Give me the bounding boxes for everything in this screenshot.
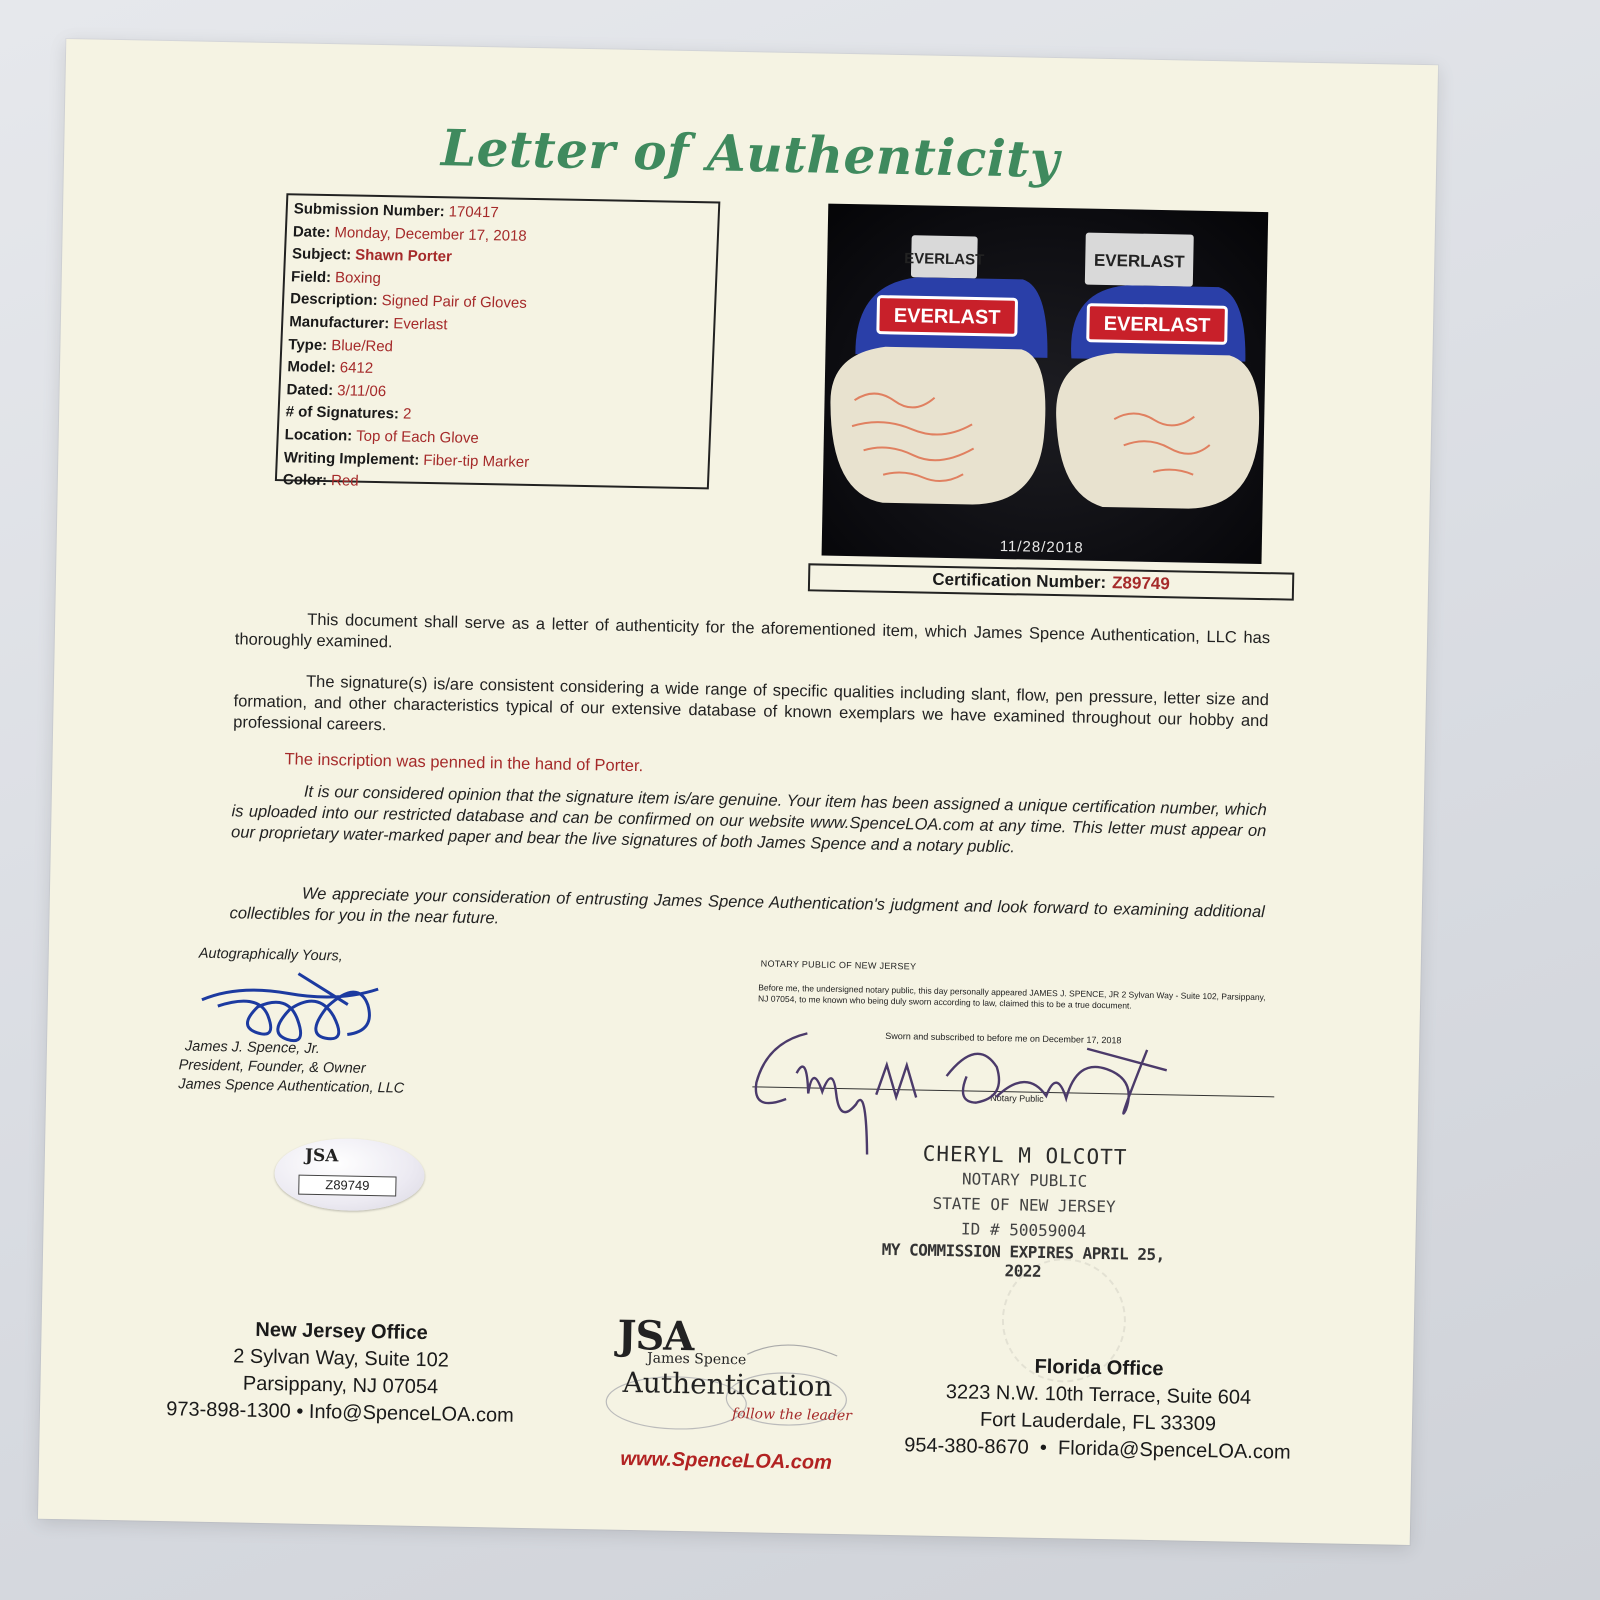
certification-label: Certification Number: <box>932 569 1107 593</box>
detail-value: 2 <box>402 405 412 423</box>
notary-name: CHERYL M OLCOTT <box>922 1141 1128 1170</box>
nj-office-email: Info@SpenceLOA.com <box>308 1400 514 1427</box>
detail-label: Manufacturer: <box>288 313 390 333</box>
signer-name: James J. Spence, Jr. <box>184 1038 321 1058</box>
detail-label: Writing Implement: <box>283 448 420 469</box>
sticker-logo: JSA <box>304 1145 339 1167</box>
nj-office-address1: 2 Sylvan Way, Suite 102 <box>233 1345 450 1372</box>
signer-role: President, Founder, & Owner <box>178 1057 366 1077</box>
right-label-text: EVERLAST <box>1103 312 1211 337</box>
letter-paper <box>38 39 1438 1545</box>
paragraph-closing: We appreciate your consideration of entrusting James Spence Authentication's judgment and look forward to examining additional collectibles for you in the near future. <box>229 884 1265 928</box>
detail-value: Top of Each Glove <box>355 427 480 447</box>
detail-label: Type: <box>288 335 328 354</box>
notary-state: STATE OF NEW JERSEY <box>932 1193 1116 1217</box>
signer-block <box>178 1037 405 1098</box>
left-tag-text: EVERLAST <box>904 250 985 269</box>
detail-label: Field: <box>290 268 332 286</box>
sticker-code: Z89749 <box>298 1175 396 1197</box>
notary-stamp <box>863 1141 1186 1284</box>
fl-office-email: Florida@SpenceLOA.com <box>1057 1437 1291 1464</box>
nj-office-phone: 973-898-1300 <box>166 1398 292 1423</box>
detail-label: # of Signatures: <box>285 403 400 423</box>
item-details-box <box>275 193 720 489</box>
detail-value: Signed Pair of Gloves <box>381 292 528 313</box>
detail-value: 3/11/06 <box>336 381 387 400</box>
item-photo <box>822 204 1269 564</box>
logo-tagline: follow the leader <box>731 1406 853 1425</box>
detail-value: Shawn Porter <box>354 246 453 266</box>
nj-office-address2: Parsippany, NJ 07054 <box>242 1372 439 1399</box>
right-tag-text: EVERLAST <box>1093 250 1185 272</box>
notary-id: ID # 50059004 <box>960 1219 1087 1241</box>
detail-value: Fiber-tip Marker <box>423 451 530 471</box>
detail-label: Model: <box>287 358 337 377</box>
fl-office-contact: 954-380-8670 • Florida@SpenceLOA.com <box>904 1434 1291 1464</box>
letter-title: Letter of Authenticity <box>440 118 1060 190</box>
fl-office-address1: 3223 N.W. 10th Terrace, Suite 604 <box>945 1381 1252 1409</box>
fl-office-phone: 954-380-8670 <box>904 1434 1030 1459</box>
paragraph-intro: This document shall serve as a letter of authenticity for the aforementioned item, which James Spence Authentication, LLC has thoroughly examined. <box>234 610 1271 652</box>
paragraph-inscription: The inscription was penned in the hand of Porter. <box>284 750 644 776</box>
notary-heading: NOTARY PUBLIC OF NEW JERSEY <box>760 958 917 972</box>
logo-authentication: Authentication <box>622 1365 833 1403</box>
right-glove-palm <box>1054 352 1260 510</box>
notary-sworn-line: Sworn and subscribed to before me on December 17, 2018 <box>885 1030 1122 1046</box>
notary-line-label: Notary Public <box>990 1092 1044 1104</box>
certification-number-box <box>808 563 1294 600</box>
paragraph-opinion: It is our considered opinion that the signature item is/are genuine. Your item has been assigned a unique certification number, which is uploaded into our restricted database and can be confirmed on our website www.SpenceLOA.com at any time. This letter must appear on our proprietary water-marked paper and bear the live signatures of both James Spence and a notary public. <box>230 782 1267 857</box>
detail-value: Monday, December 17, 2018 <box>334 223 528 245</box>
jsa-logo <box>596 1311 860 1446</box>
detail-value: Red <box>330 472 359 490</box>
signer-company: James Spence Authentication, LLC <box>178 1076 405 1097</box>
detail-label: Color: <box>282 471 328 490</box>
detail-label: Description: <box>289 290 379 310</box>
notary-statement: Before me, the undersigned notary public, this day personally appeared JAMES J. SPENCE, JR 2 Sylvan Way - Suite 102, Parsippany, NJ 07054, to me known who being duly sworn according to law, claimed this to be a true document. <box>757 982 1266 1011</box>
left-label-text: EVERLAST <box>893 304 1001 329</box>
website-link[interactable]: www.SpenceLOA.com <box>620 1447 833 1474</box>
detail-value: Blue/Red <box>330 336 394 355</box>
detail-value: Boxing <box>334 268 382 287</box>
paragraph-analysis: The signature(s) is/are consistent considering a wide range of specific qualities including slant, flow, pen pressure, letter size and formation, and other characteristics typical of our extensive database of known exemplars we have examined throughout our hobby and professional careers. <box>233 672 1270 735</box>
fl-office-block <box>877 1351 1319 1467</box>
certification-number: Z89749 <box>1111 573 1170 594</box>
detail-label: Date: <box>292 222 331 241</box>
detail-label: Location: <box>284 426 353 445</box>
fl-office-address2: Fort Lauderdale, FL 33309 <box>979 1408 1217 1436</box>
fl-office-heading: Florida Office <box>1034 1355 1164 1381</box>
photo-date-stamp: 11/28/2018 <box>999 537 1084 557</box>
notary-expiration: MY COMMISSION EXPIRES APRIL 25, 2022 <box>881 1239 1165 1281</box>
boxing-gloves-image <box>822 204 1269 564</box>
nj-office-contact: 973-898-1300 • Info@SpenceLOA.com <box>166 1398 514 1427</box>
detail-label: Dated: <box>286 381 334 399</box>
detail-label: Submission Number: <box>293 200 445 221</box>
logo-jsa: JSA <box>617 1311 694 1361</box>
logo-name: James Spence <box>646 1350 747 1369</box>
detail-value: 170417 <box>448 203 500 222</box>
nj-office-block <box>130 1314 552 1430</box>
closing-salutation: Autographically Yours, <box>198 945 343 965</box>
jsa-hologram-sticker <box>274 1137 425 1212</box>
detail-label: Subject: <box>291 245 352 264</box>
detail-value: Everlast <box>392 315 448 334</box>
notary-title: NOTARY PUBLIC <box>961 1169 1088 1191</box>
nj-office-heading: New Jersey Office <box>255 1318 428 1345</box>
detail-value: 6412 <box>339 359 374 378</box>
